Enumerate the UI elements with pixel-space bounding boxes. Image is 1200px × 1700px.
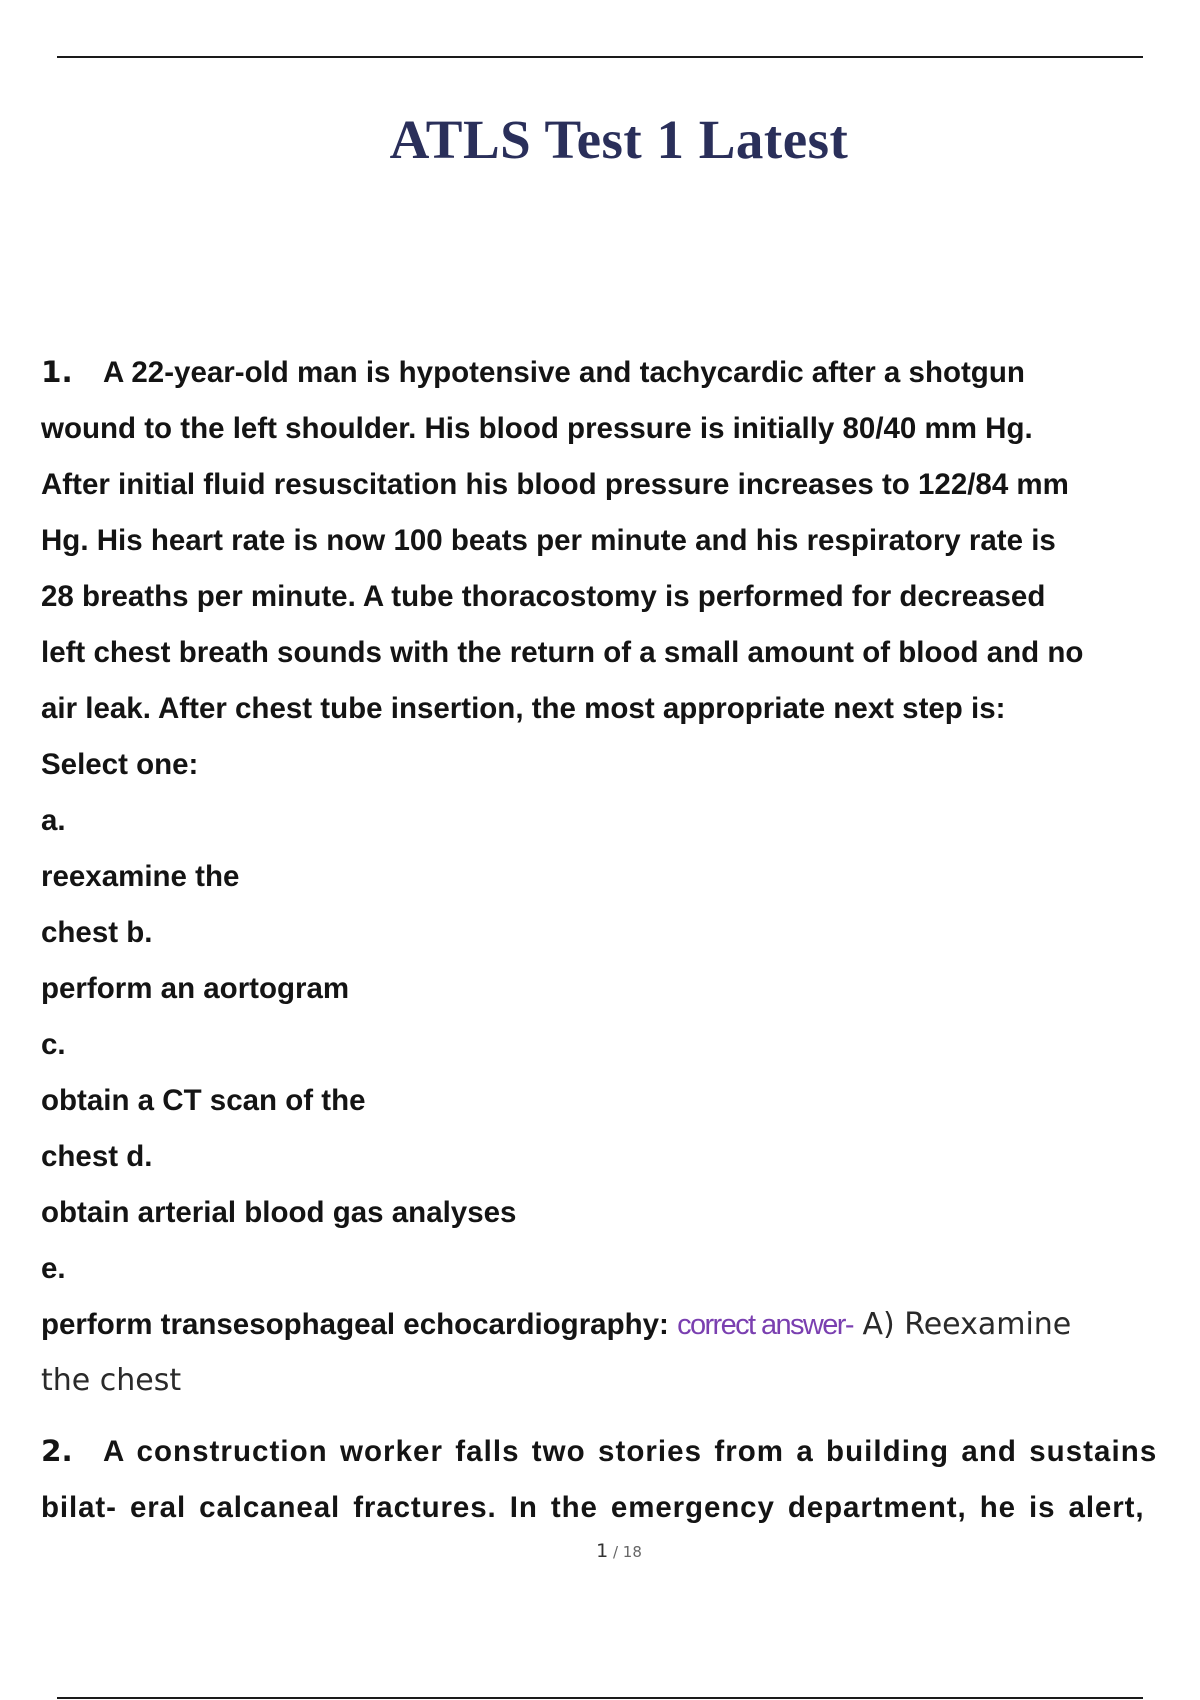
option-e-label: e.	[41, 1252, 66, 1285]
option-c-label: c.	[41, 1028, 66, 1061]
question-1-line: Hg. His heart rate is now 100 beats per minute and his respiratory rate is	[41, 524, 1056, 557]
page-indicator	[0, 1540, 1200, 1562]
question-1-line: wound to the left shoulder. His blood pressure is initially 80/40 mm Hg.	[41, 412, 1033, 445]
option-text: reexamine the	[41, 860, 240, 893]
correct-answer-text-cont: the chest	[41, 1363, 182, 1398]
correct-answer-label: correct answer-	[677, 1309, 853, 1341]
question-number: 2.	[41, 1434, 73, 1468]
option-text: chest d.	[41, 1140, 153, 1173]
select-one-label: Select one:	[41, 748, 199, 781]
question-number: 1.	[41, 355, 73, 389]
document-body	[41, 344, 1193, 1536]
option-text: chest b.	[41, 916, 153, 949]
question-1-line: 28 breaths per minute. A tube thoracostomy is performed for decreased	[41, 580, 1046, 613]
question-1-line	[41, 344, 1193, 401]
question-1-line: air leak. After chest tube insertion, the most appropriate next step is:	[41, 692, 1006, 725]
question-text: A construction worker falls two stories from a building and sustains	[103, 1435, 1158, 1468]
question-2-line: bilat- eral calcaneal fractures. In the emergency department, he is alert,	[41, 1491, 1145, 1524]
option-a-label: a.	[41, 804, 66, 837]
question-text: A 22-year-old man is hypotensive and tachycardic after a shotgun	[103, 356, 1025, 389]
option-text: obtain a CT scan of the	[41, 1084, 366, 1117]
total-pages: 18	[622, 1543, 642, 1561]
current-page: 1	[596, 1540, 609, 1562]
correct-answer-text: A) Reexamine	[852, 1307, 1072, 1342]
option-text: obtain arterial blood gas analyses	[41, 1196, 517, 1229]
page-separator: /	[608, 1543, 623, 1561]
bottom-rule	[57, 1697, 1143, 1699]
option-text: perform an aortogram	[41, 972, 350, 1005]
top-rule	[57, 56, 1143, 58]
question-1-line: left chest breath sounds with the return of a small amount of blood and no	[41, 636, 1084, 669]
question-2-line	[41, 1423, 1193, 1480]
question-1-line: After initial fluid resuscitation his blood pressure increases to 122/84 mm	[41, 468, 1069, 501]
answer-line	[41, 1297, 1193, 1353]
document-title: ATLS Test 1 Latest	[389, 109, 849, 170]
option-text: perform transesophageal echocardiography:	[41, 1308, 678, 1341]
